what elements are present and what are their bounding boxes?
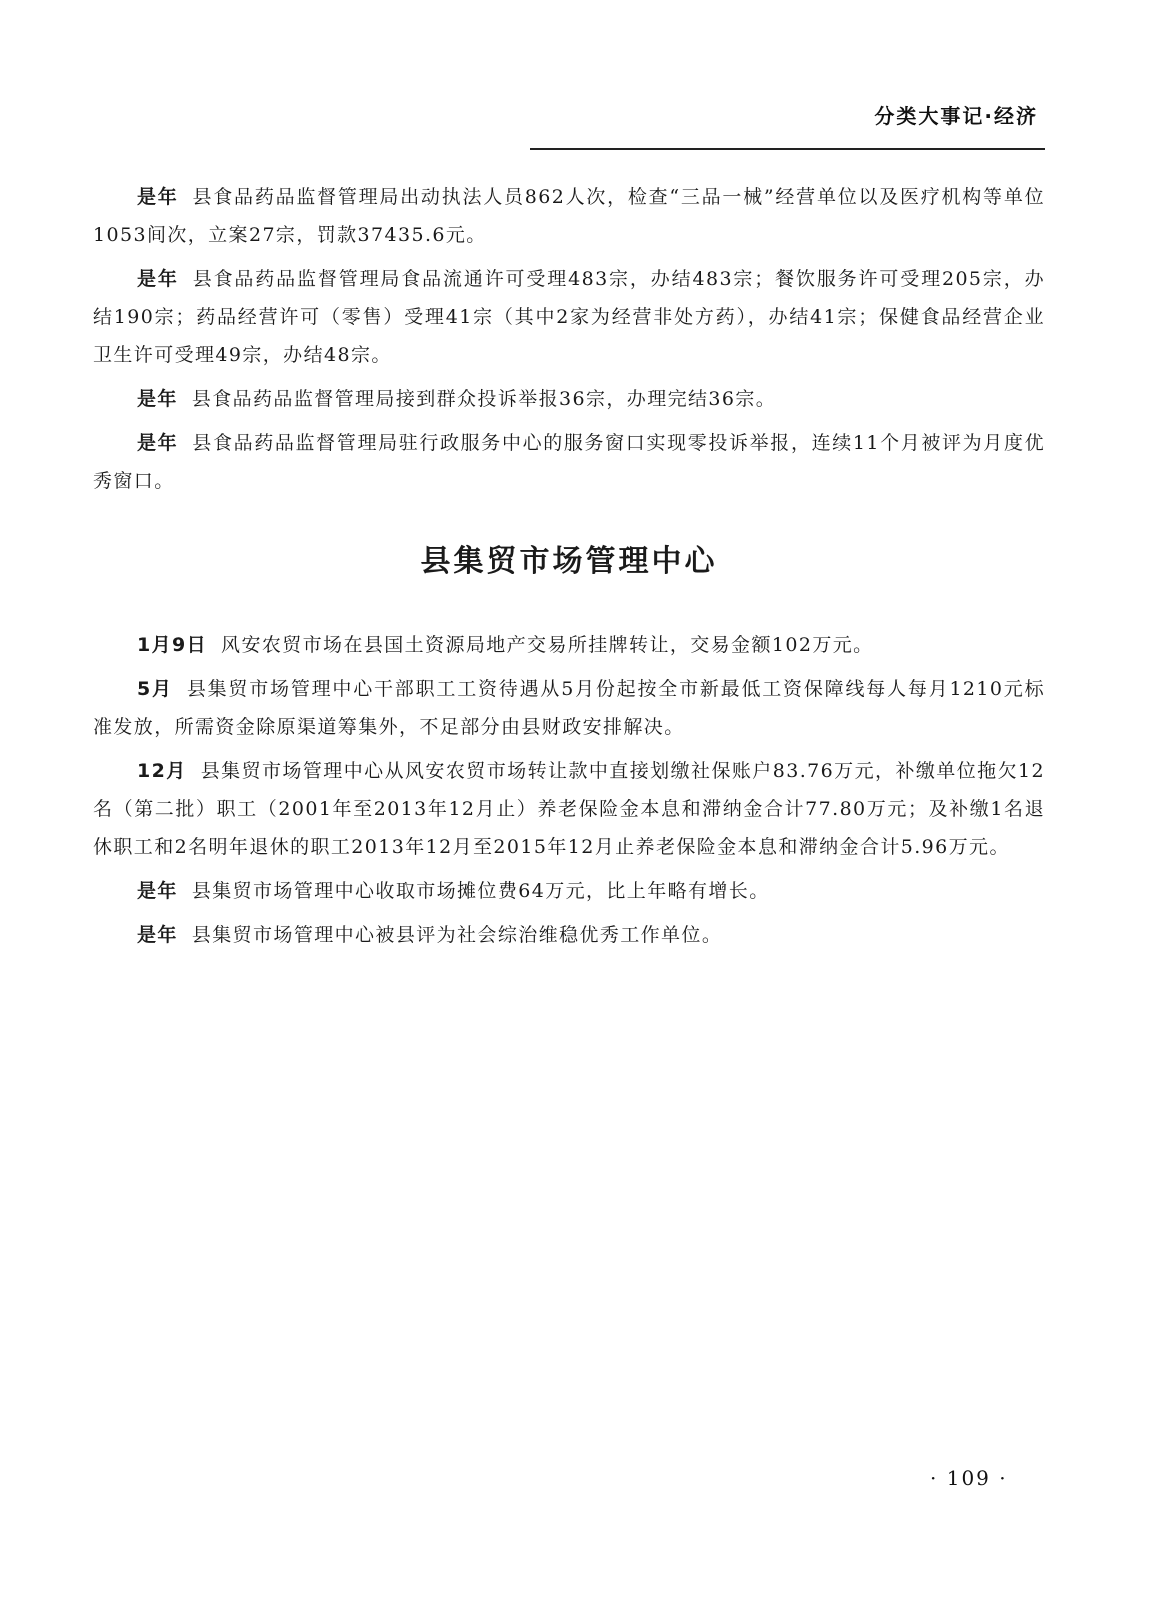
entry-text: 县食品药品监督管理局接到群众投诉举报36宗，办理完结36宗。 [191,388,777,410]
entry-date: 是年 [137,388,178,410]
entry [93,260,1045,374]
entry-date: 是年 [137,880,178,902]
entry-date: 12月 [137,760,187,782]
entry [93,380,1045,418]
entry-text: 县集贸市场管理中心干部职工工资待遇从5月份起按全市新最低工资保障线每人每月1210元标准发放，所需资金除原渠道筹集外，不足部分由县财政安排解决。 [93,678,1045,738]
entry [93,424,1045,500]
entry-text: 县集贸市场管理中心被县评为社会综治维稳优秀工作单位。 [191,924,723,946]
entry-date: 1月9日 [137,634,208,656]
entry-text: 县集贸市场管理中心收取市场摊位费64万元，比上年略有增长。 [191,880,770,902]
entry [93,670,1045,746]
section-title: 县集贸市场管理中心 [420,544,718,579]
entry-text: 县食品药品监督管理局出动执法人员862人次，检查“三品一械”经营单位以及医疗机构等单位1053间次，立案27宗，罚款37435.6元。 [93,186,1045,246]
entry [93,178,1045,254]
entry-date: 是年 [137,924,178,946]
entry [93,752,1045,866]
entry-text: 县食品药品监督管理局食品流通许可受理483宗，办结483宗；餐饮服务许可受理205宗，办结190宗；药品经营许可（零售）受理41宗（其中2家为经营非处方药），办结41宗；保健食品经营企业卫生许可受理49宗，办结48宗。 [93,268,1045,366]
entry-date: 5月 [137,678,173,700]
header-rule [530,148,1045,150]
entry-date: 是年 [137,432,179,454]
running-header: 分类大事记·经济 [874,104,1038,128]
entry-date: 是年 [137,268,179,290]
page-content [93,178,1045,960]
entry-text: 县食品药品监督管理局驻行政服务中心的服务窗口实现零投诉举报，连续11个月被评为月度优秀窗口。 [93,432,1045,492]
entry-text: 风安农贸市场在县国土资源局地产交易所挂牌转让，交易金额102万元。 [221,634,874,656]
entry [93,626,1045,664]
page-number: · 109 · [930,1466,1008,1490]
entry-text: 县集贸市场管理中心从风安农贸市场转让款中直接划缴社保账户83.76万元，补缴单位拖欠12名（第二批）职工（2001年至2013年12月止）养老保险金本息和滞纳金合计77.80万元；及补缴1名退休职工和2名明年退休的职工2013年12月至2015年12月止养老保险金本息和滞纳金合计5.96万元。 [93,760,1046,858]
entry [93,872,1045,910]
entry-date: 是年 [137,186,179,208]
entry [93,916,1045,954]
